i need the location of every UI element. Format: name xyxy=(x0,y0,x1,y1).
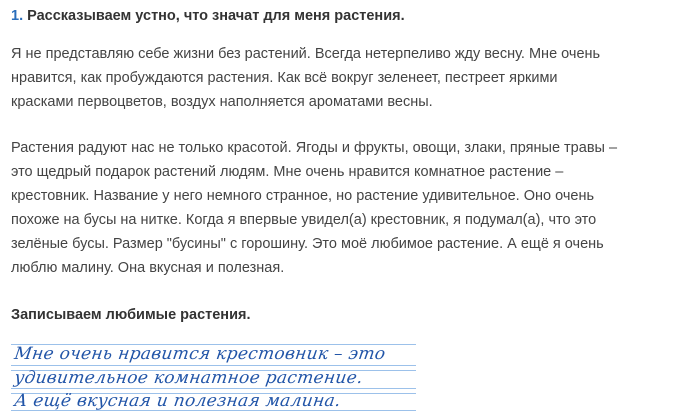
paragraph-line: нравится, как пробуждаются растения. Как всё вокруг зеленеет, пестреет яркими xyxy=(11,70,558,86)
task-title-text: Рассказываем устно, что значат для меня растения. xyxy=(27,8,405,24)
section-subtitle: Записываем любимые растения. xyxy=(11,307,251,323)
handwriting-block xyxy=(11,338,421,416)
notebook-rule xyxy=(11,388,416,389)
handwriting-line: удивительное комнатное растение. xyxy=(13,368,365,388)
notebook-rule xyxy=(11,365,416,366)
paragraph-1 xyxy=(11,42,683,114)
paragraph-2 xyxy=(11,136,683,280)
task-number: 1. xyxy=(11,8,24,24)
paragraph-line: зелёные бусы. Размер "бусины" с горошину. Это моё любимое растение. А ещё я очень xyxy=(11,236,604,252)
task-heading xyxy=(11,8,405,24)
paragraph-line: красками первоцветов, воздух наполняется ароматами весны. xyxy=(11,94,433,110)
paragraph-line: Я не представляю себе жизни без растений. Всегда нетерпеливо жду весну. Мне очень xyxy=(11,46,601,62)
paragraph-line: похоже на бусы на нитке. Когда я впервые увидел(а) крестовник, я подумал(а), что это xyxy=(11,212,597,228)
paragraph-line: люблю малину. Она вкусная и полезная. xyxy=(11,260,285,276)
paragraph-line: крестовник. Название у него немного странное, но растение удивительное. Оно очень xyxy=(11,188,595,204)
paragraph-line: Растения радуют нас не только красотой. Ягоды и фрукты, овощи, злаки, пряные травы – xyxy=(11,140,618,156)
handwriting-line: А ещё вкусная и полезная малина. xyxy=(13,391,343,411)
handwriting-line: Мне очень нравится крестовник – это xyxy=(13,344,387,364)
paragraph-line: это щедрый подарок растений людям. Мне очень нравится комнатное растение – xyxy=(11,164,564,180)
